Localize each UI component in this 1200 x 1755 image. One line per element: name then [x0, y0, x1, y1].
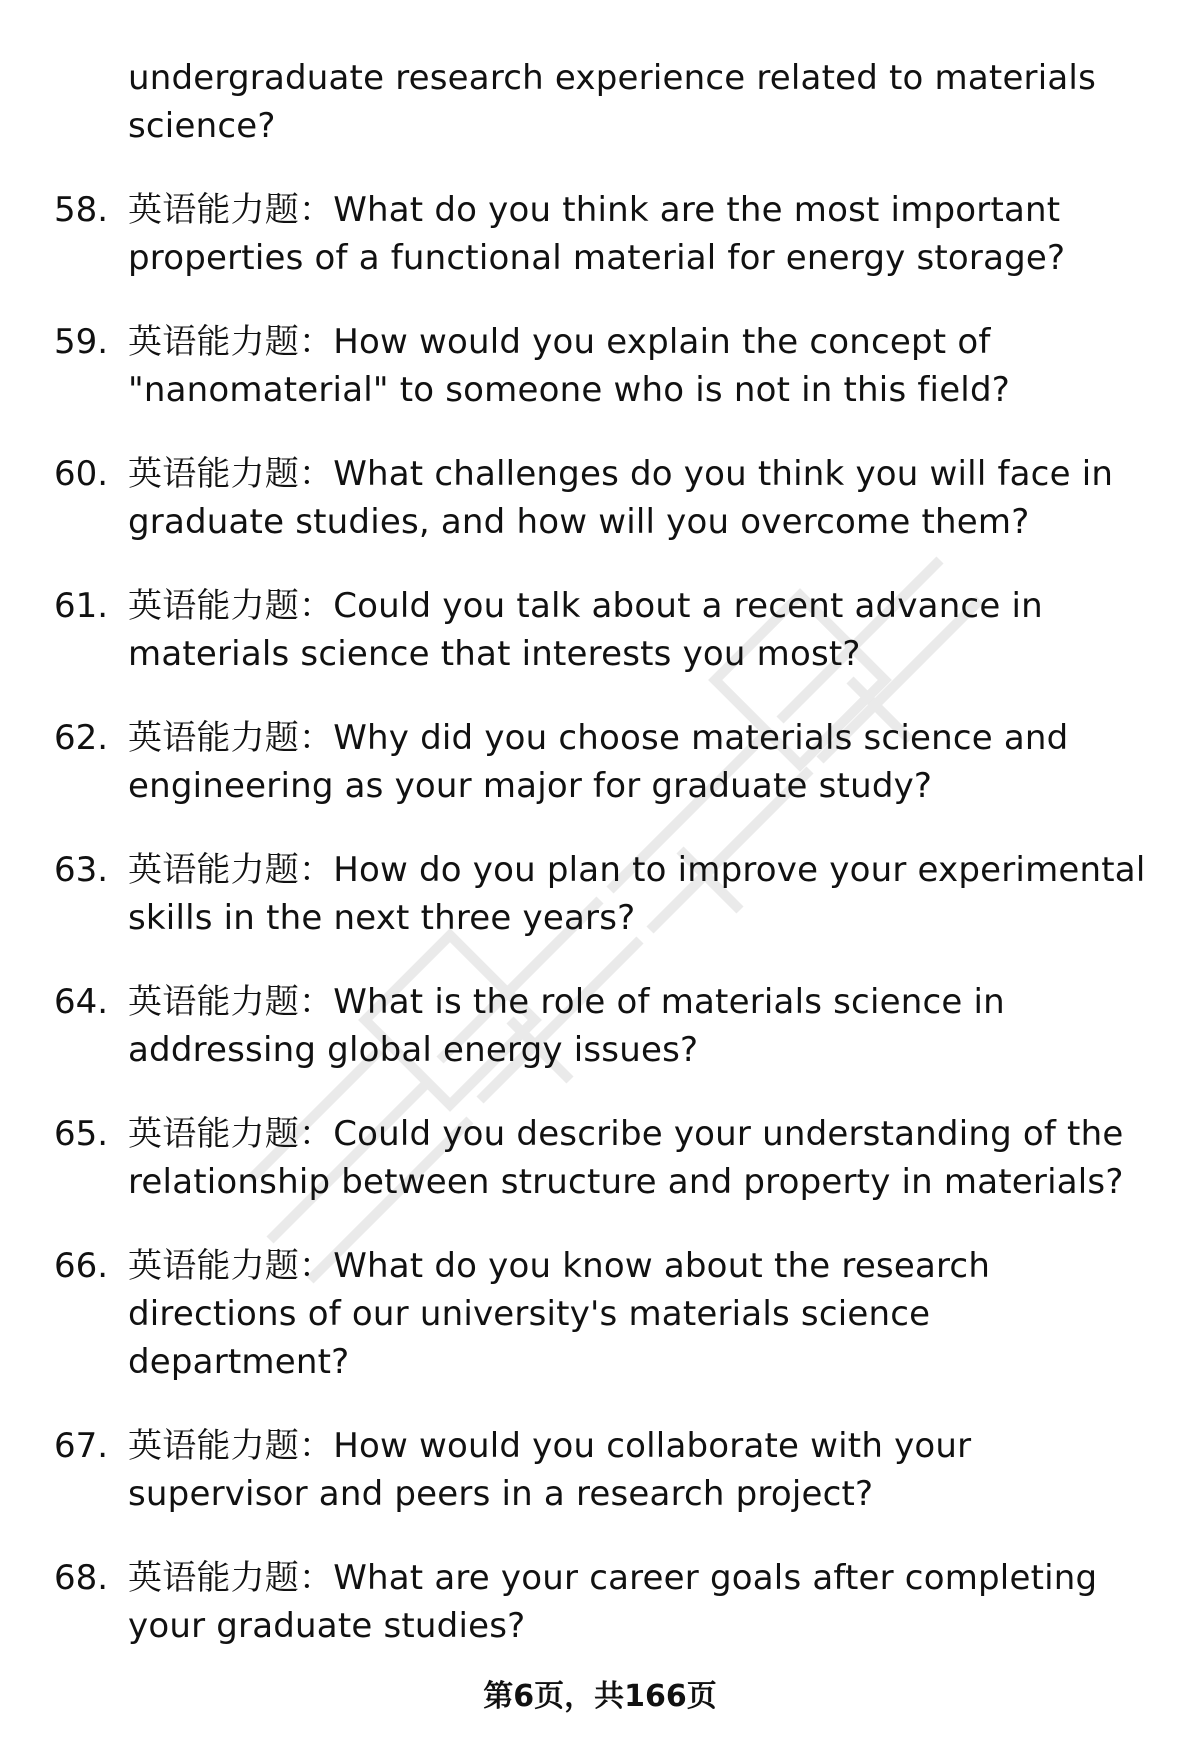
question-tag: 英语能力题： [128, 982, 334, 1022]
question-number: 67. [54, 1426, 109, 1466]
question-item-64 [0, 978, 1200, 1074]
question-text: How do you plan to improve your experimental skills in the next three years? [128, 850, 1146, 938]
question-body [128, 1422, 1158, 1518]
question-tag: 英语能力题： [128, 190, 334, 230]
question-tag: 英语能力题： [128, 850, 334, 890]
question-number: 61. [54, 586, 109, 626]
question-number: 58. [54, 190, 109, 230]
question-number: 65. [54, 1114, 109, 1154]
question-body [128, 714, 1158, 810]
question-text: Could you describe your understanding of the relationship between structure and property in materials? [128, 1114, 1124, 1202]
question-text: What do you know about the research directions of our university's materials science department? [128, 1246, 991, 1382]
question-item-63 [0, 846, 1200, 942]
question-body [128, 318, 1158, 414]
question-number: 59. [54, 322, 109, 362]
question-text: What are your career goals after completing your graduate studies? [128, 1558, 1098, 1646]
question-item-61 [0, 582, 1200, 678]
question-tag: 英语能力题： [128, 586, 334, 626]
question-number: 63. [54, 850, 109, 890]
question-text: What is the role of materials science in addressing global energy issues? [128, 982, 1005, 1070]
question-item-66 [0, 1242, 1200, 1386]
question-text: How would you collaborate with your supervisor and peers in a research project? [128, 1426, 972, 1514]
question-tag: 英语能力题： [128, 1558, 334, 1598]
question-item-60 [0, 450, 1200, 546]
page-footer [0, 1677, 1200, 1717]
question-item-65 [0, 1110, 1200, 1206]
question-body [128, 582, 1158, 678]
question-tag: 英语能力题： [128, 1426, 334, 1466]
question-number: 64. [54, 982, 109, 1022]
question-item-67 [0, 1422, 1200, 1518]
question-text: How would you explain the concept of "nanomaterial" to someone who is not in this field? [128, 322, 1010, 410]
question-tag: 英语能力题： [128, 1246, 334, 1286]
question-text: Why did you choose materials science and engineering as your major for graduate study? [128, 718, 1069, 806]
question-body [128, 1110, 1158, 1206]
question-item-62 [0, 714, 1200, 810]
continuation-text: undergraduate research experience related to materials science? [128, 58, 1096, 146]
question-body [128, 1554, 1158, 1650]
question-body [128, 450, 1158, 546]
page-number-label: 第6页，共166页 [483, 1679, 717, 1714]
question-item-59 [0, 318, 1200, 414]
question-tag: 英语能力题： [128, 1114, 334, 1154]
question-tag: 英语能力题： [128, 322, 334, 362]
question-item-68 [0, 1554, 1200, 1650]
question-text: Could you talk about a recent advance in materials science that interests you most? [128, 586, 1043, 674]
question-number: 66. [54, 1246, 109, 1286]
question-body [128, 186, 1158, 282]
question-text: What do you think are the most important properties of a functional material for energy storage? [128, 190, 1066, 278]
question-number: 60. [54, 454, 109, 494]
question-body [128, 846, 1158, 942]
question-tag: 英语能力题： [128, 454, 334, 494]
question-body [128, 978, 1158, 1074]
question-number: 68. [54, 1558, 109, 1598]
question-text: What challenges do you think you will face in graduate studies, and how will you overcome them? [128, 454, 1114, 542]
question-tag: 英语能力题： [128, 718, 334, 758]
question-list [0, 54, 1200, 1650]
question-number: 62. [54, 718, 109, 758]
question-item-58 [0, 186, 1200, 282]
question-body [128, 1242, 1158, 1386]
